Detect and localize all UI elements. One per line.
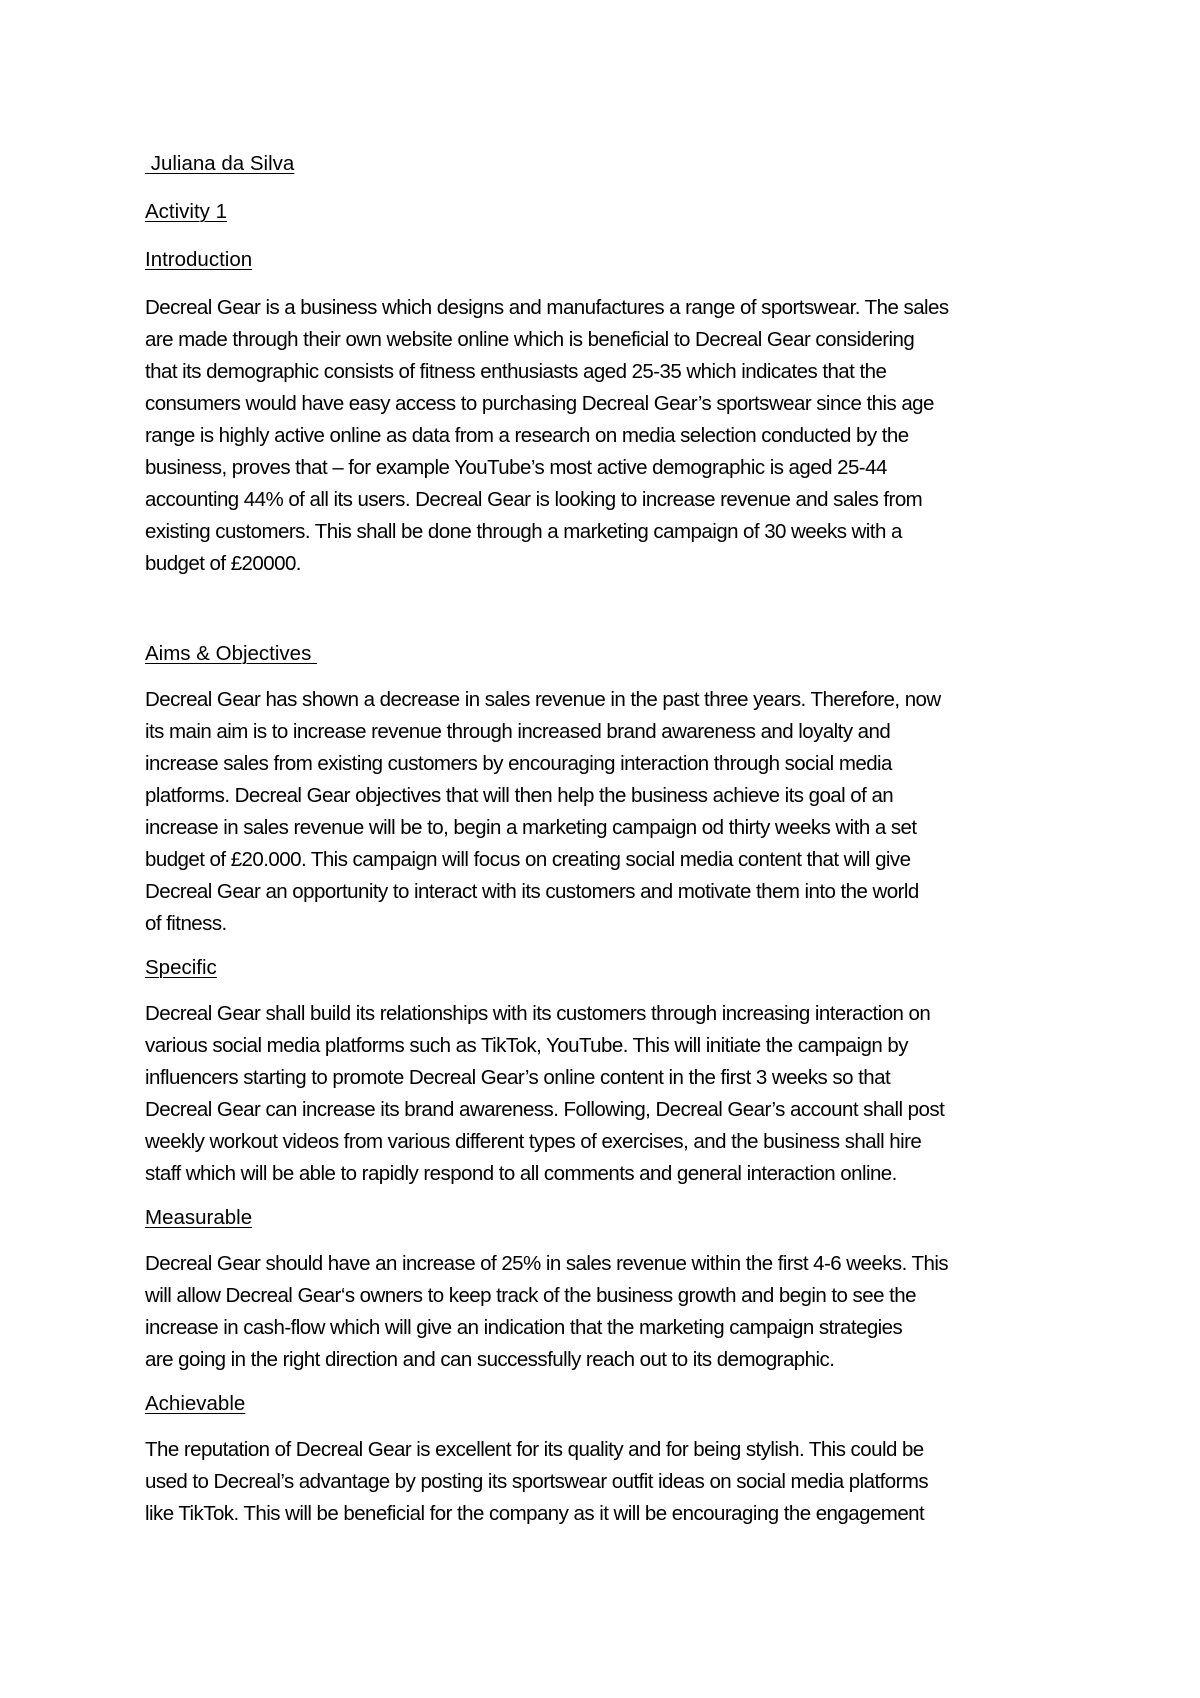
text-line: consumers would have easy access to purchasing Decreal Gear’s sportswear since this age [145,392,934,415]
text-line: Decreal Gear can increase its brand awareness. Following, Decreal Gear’s account shall post [145,1098,945,1121]
text-line: increase in sales revenue will be to, begin a marketing campaign od thirty weeks with a set [145,816,917,839]
text-line: platforms. Decreal Gear objectives that will then help the business achieve its goal of an [145,784,894,807]
text-line: Decreal Gear should have an increase of 25% in sales revenue within the first 4-6 weeks. This [145,1252,949,1275]
text-line: used to Decreal’s advantage by posting its sportswear outfit ideas on social media platforms [145,1470,929,1493]
text-line: Decreal Gear shall build its relationships with its customers through increasing interaction on [145,1002,931,1025]
text-line: accounting 44% of all its users. Decreal Gear is looking to increase revenue and sales from [145,488,923,511]
author-name: Juliana da Silva [145,152,295,175]
text-line: of fitness. [145,912,227,935]
text-line: will allow Decreal Gear‘s owners to keep track of the business growth and begin to see the [145,1284,916,1307]
aims-objectives-heading: Aims & Objectives [145,642,318,665]
text-line: influencers starting to promote Decreal Gear’s online content in the first 3 weeks so that [145,1066,891,1089]
text-line: various social media platforms such as TikTok, YouTube. This will initiate the campaign by [145,1034,908,1057]
text-line: are made through their own website online which is beneficial to Decreal Gear considering [145,328,915,351]
text-line: that its demographic consists of fitness enthusiasts aged 25-35 which indicates that the [145,360,887,383]
text-line: budget of £20.000. This campaign will focus on creating social media content that will give [145,848,911,871]
text-line: budget of £20000. [145,552,301,575]
specific-paragraph [145,998,1070,1190]
measurable-paragraph [145,1248,1070,1376]
text-line: increase sales from existing customers by encouraging interaction through social media [145,752,892,775]
activity-title: Activity 1 [145,200,228,223]
introduction-heading: Introduction [145,248,253,271]
text-line: its main aim is to increase revenue through increased brand awareness and loyalty and [145,720,891,743]
achievable-heading: Achievable [145,1392,246,1415]
text-line: increase in cash-flow which will give an indication that the marketing campaign strategies [145,1316,903,1339]
text-line: The reputation of Decreal Gear is excellent for its quality and for being stylish. This could be [145,1438,924,1461]
text-line: weekly workout videos from various different types of exercises, and the business shall hire [145,1130,922,1153]
document-body [145,148,1070,1530]
text-line: Decreal Gear an opportunity to interact with its customers and motivate them into the world [145,880,919,903]
introduction-paragraph [145,292,1070,580]
text-line: like TikTok. This will be beneficial for the company as it will be encouraging the engagement [145,1502,925,1525]
measurable-heading: Measurable [145,1206,253,1229]
text-line: existing customers. This shall be done through a marketing campaign of 30 weeks with a [145,520,902,543]
specific-heading: Specific [145,956,217,979]
text-line: range is highly active online as data from a research on media selection conducted by the [145,424,909,447]
text-line: are going in the right direction and can successfully reach out to its demographic. [145,1348,835,1371]
aims-objectives-paragraph [145,684,1070,940]
text-line: Decreal Gear is a business which designs and manufactures a range of sportswear. The sales [145,296,949,319]
achievable-paragraph [145,1434,1070,1530]
text-line: Decreal Gear has shown a decrease in sales revenue in the past three years. Therefore, now [145,688,941,711]
text-line: business, proves that – for example YouTube’s most active demographic is aged 25-44 [145,456,887,479]
text-line: staff which will be able to rapidly respond to all comments and general interaction online. [145,1162,897,1185]
